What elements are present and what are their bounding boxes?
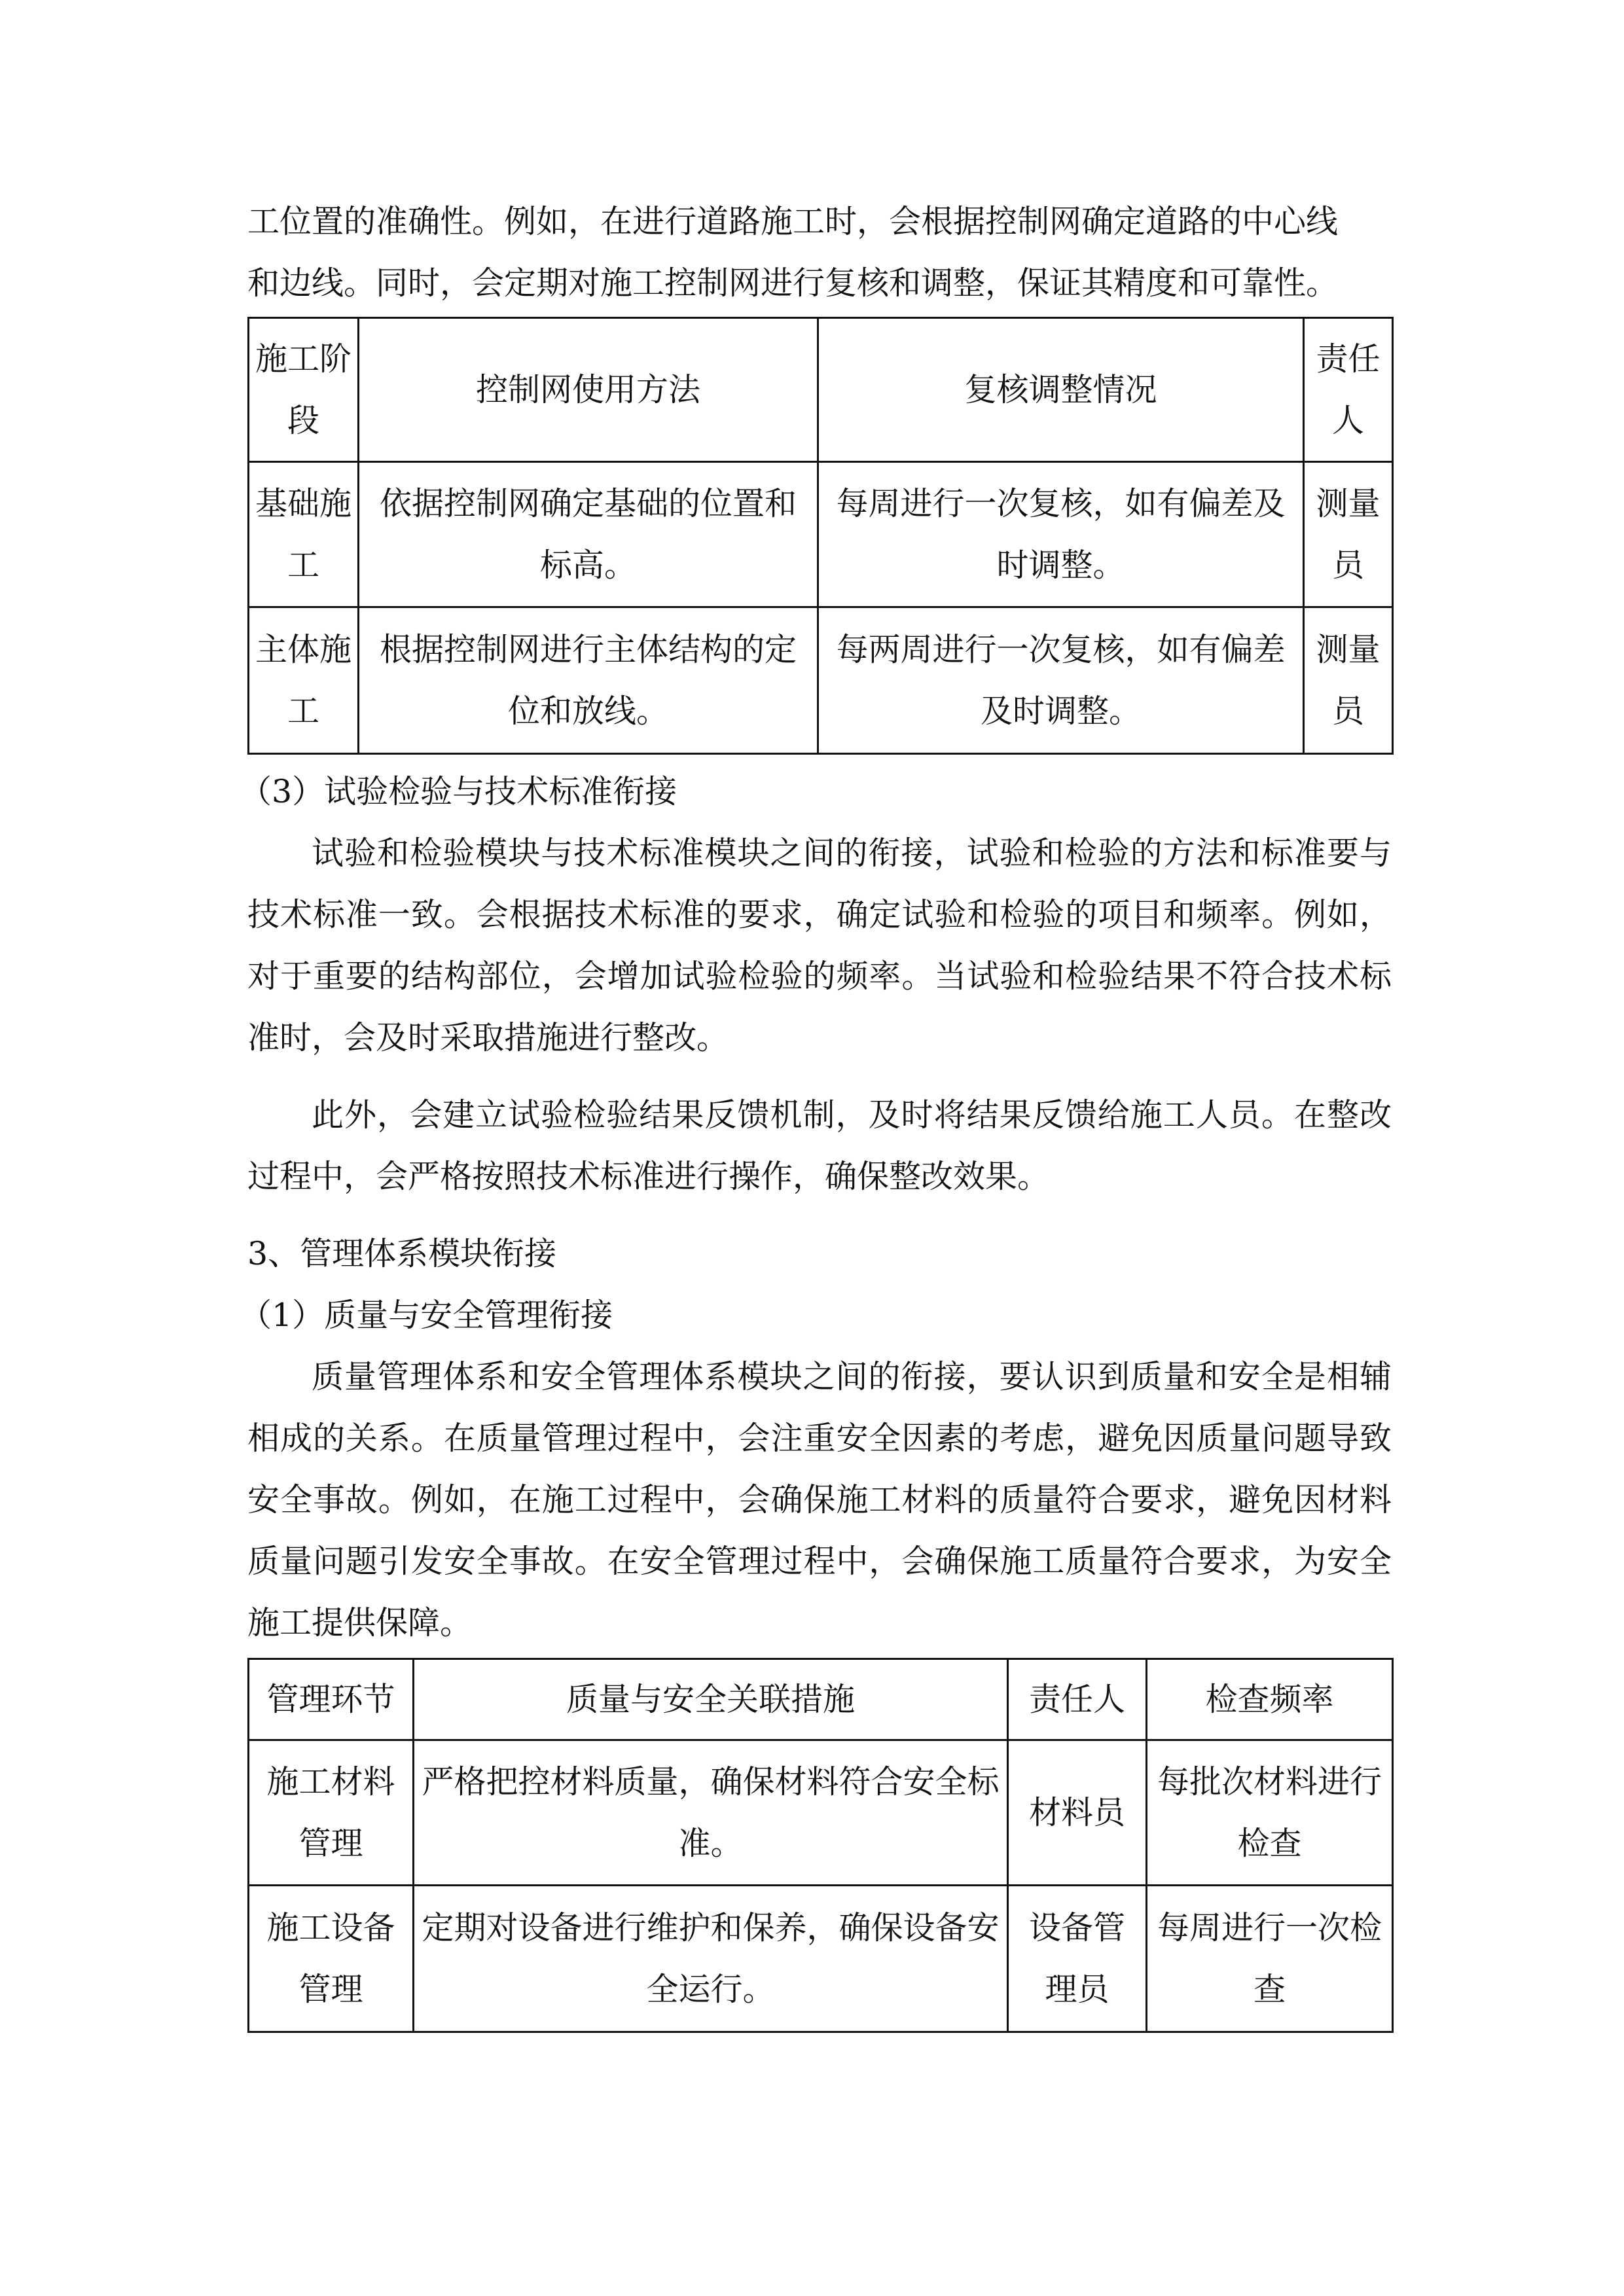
section-title: （1）质量与安全管理衔接 (240, 1297, 613, 1334)
header-cell: 质量与安全关联措施 (414, 1659, 1008, 1740)
table-cell: 根据控制网进行主体结构的定位和放线。 (359, 607, 818, 754)
paragraph: 试验和检验模块与技术标准模块之间的衔接，试验和检验的方法和标准要与技术标准一致。会根据技术标准的要求，确定试验和检验的项目和频率。例如，对于重要的结构部位，会增加试验检验的频率。当试验和检验结果不符合技术标准时，会及时采取措施进行整改。 (247, 834, 1392, 1056)
table-cell: 施工设备管理 (249, 1886, 414, 2032)
table-cell: 每两周进行一次复核，如有偏差及时调整。 (818, 607, 1304, 754)
header-cell: 责任人 (1008, 1659, 1147, 1740)
table-row (249, 607, 1393, 754)
header-cell: 管理环节 (249, 1659, 414, 1740)
document-page (240, 0, 1392, 2033)
table-cell: 主体施工 (249, 607, 359, 754)
table-cell: 材料员 (1008, 1740, 1147, 1886)
control-network-table (247, 317, 1394, 755)
table-header-row (249, 318, 1393, 462)
chapter-title: 3、管理体系模块衔接 (247, 1235, 557, 1272)
intro-line-1: 工位置的准确性。例如，在进行道路施工时，会根据控制网确定道路的中心线 (247, 203, 1339, 240)
table-header-row (249, 1659, 1393, 1740)
header-cell: 检查频率 (1147, 1659, 1393, 1740)
table-cell: 测量员 (1304, 462, 1393, 607)
table-row (249, 1886, 1393, 2032)
table-cell: 严格把控材料质量，确保材料符合安全标准。 (414, 1740, 1008, 1886)
table-row (249, 1740, 1393, 1886)
section-title: （3）试验检验与技术标准衔接 (240, 773, 677, 810)
paragraph: 质量管理体系和安全管理体系模块之间的衔接，要认识到质量和安全是相辅相成的关系。在质量管理过程中，会注重安全因素的考虑，避免因质量问题导致安全事故。例如，在施工过程中，会确保施工材料的质量符合要求，避免因材料质量问题引发安全事故。在安全管理过程中，会确保施工质量符合要求，为安全施工提供保障。 (247, 1358, 1392, 1641)
header-cell: 控制网使用方法 (359, 318, 818, 462)
table-cell: 依据控制网确定基础的位置和标高。 (359, 462, 818, 607)
table-cell: 基础施工 (249, 462, 359, 607)
intro-line-2: 和边线。同时，会定期对施工控制网进行复核和调整，保证其精度和可靠性。 (247, 264, 1339, 302)
table-cell: 施工材料管理 (249, 1740, 414, 1886)
table-cell: 定期对设备进行维护和保养，确保设备安全运行。 (414, 1886, 1008, 2032)
table-row (249, 462, 1393, 607)
table-cell: 每周进行一次检查 (1147, 1886, 1393, 2032)
table-cell: 每批次材料进行检查 (1147, 1740, 1393, 1886)
paragraph: 此外，会建立试验检验结果反馈机制，及时将结果反馈给施工人员。在整改过程中，会严格按照技术标准进行操作，确保整改效果。 (247, 1096, 1392, 1195)
table-cell: 每周进行一次复核，如有偏差及时调整。 (818, 462, 1304, 607)
header-cell: 复核调整情况 (818, 318, 1304, 462)
header-cell: 责任人 (1304, 318, 1393, 462)
header-cell: 施工阶段 (249, 318, 359, 462)
table-cell: 测量员 (1304, 607, 1393, 754)
quality-safety-table (247, 1658, 1394, 2033)
table-cell: 设备管理员 (1008, 1886, 1147, 2032)
